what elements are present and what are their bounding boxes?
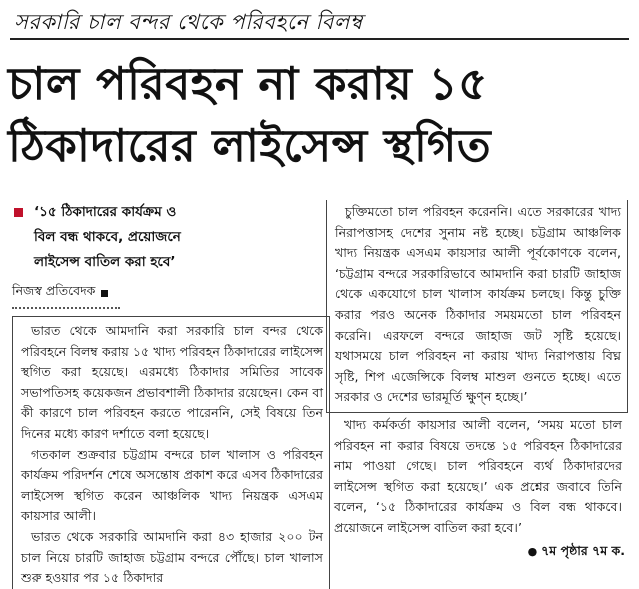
left-paragraph-3: ভারত থেকে সরকারি আমদানি করা ৪৩ হাজার ২০০ টন চাল নিয়ে চারটি জাহাজ চট্টগ্রাম বন্দরে পৌঁছে। চাল খালাস শুরু হওয়ার পর ১৫ ঠিকাদার [21, 528, 323, 586]
headline-line-1: চাল পরিবহন না করায় ১৫ [8, 57, 488, 110]
headline-line-2: ঠিকাদারের লাইসেন্স স্থগিত [8, 119, 492, 172]
pull-quote [12, 200, 318, 275]
right-paragraph-1: চুক্তিমতো চাল পরিবহন করেননি। এতে সরকারের খাদ্য নিরাপত্তাসহ দেশের সুনাম নষ্ট হচ্ছে। চট্টগ্রাম আঞ্চলিক খাদ্য নিয়ন্ত্রক এসএম কায়সার আলী পূর্বকোণকে বলেন, ‘চট্টগ্রাম বন্দরে সরকারিভাবে আমদানি করা চারটি জাহাজ থেকে একযোগে চাল খালাস কার্যক্রম চলছে। কিন্তু চুক্তি করার পরও অনেক ঠিকাদার সময়মতো চাল পরিবহন করেনি। এরফলে বন্দরে জাহাজ জট সৃষ্টি হয়েছে। যথাসময়ে চাল পরিবহন না করায় খাদ্য নিরাপত্তায় বিঘ্ন সৃষ্টি, শিপ এজেন্সিকে বিলম্ব মাশুল গুনতে হচ্ছে। এতে সরকার ও দেশের ভারমূর্তি ক্ষুণ্ন হচ্ছে।’ [335, 204, 621, 405]
byline [12, 283, 318, 303]
left-column [12, 200, 318, 309]
dotted-divider [12, 307, 120, 309]
kicker: সরকারি চাল বন্দর থেকে পরিবহনে বিলম্ব [14, 10, 363, 34]
pull-quote-line-1: ‘১৫ ঠিকাদারের কার্যক্রম ও [34, 204, 177, 220]
right-column [326, 200, 628, 539]
right-paragraph-2: খাদ্য কর্মকর্তা কায়সার আলী বলেন, ‘সময় মতো চাল পরিবহন না করার বিষয়ে তদন্তে ১৫ পরিবহন ঠিকাদারের নাম পাওয়া গেছে। চাল পরিবহনে ব্যর্থ ঠিকাদারদের লাইসেন্স স্থগিত করা হয়েছে।’ এক প্রশ্নের জবাবে তিনি বলেন, ‘১৫ ঠিকাদারের কার্যক্রম ও বিল বন্ধ থাকবে। প্রয়োজনে লাইসেন্স বাতিল করা হবে।’ [334, 416, 622, 535]
black-square-icon [101, 290, 108, 297]
right-body-plain [326, 413, 628, 539]
left-body-box [12, 316, 330, 589]
pull-quote-line-3: লাইসেন্স বাতিল করা হবে’ [34, 254, 176, 270]
left-paragraph-1: ভারত থেকে আমদানি করা সরকারি চাল বন্দর থেকে পরিবহনে বিলম্ব করায় ১৫ খাদ্য পরিবহন ঠিকাদারের লাইসেন্স স্থগিত করা হয়েছে। এরমধ্যে ঠিকাদার সমিতির সাবেক সভাপতিসহ কয়েকজন প্রভাবশালী ঠিকাদার রয়েছেন। কেন বা কী কারণে চাল পরিবহন করতে পারেননি, সেই বিষয়ে তিন দিনের মধ্যে কারণ দর্শাতে বলা হয়েছে। [21, 323, 323, 441]
pull-quote-line-2: বিল বন্ধ থাকবে, প্রয়োজনে [34, 229, 181, 245]
red-square-icon [14, 208, 23, 217]
right-body-box [326, 200, 628, 413]
headline [8, 57, 492, 184]
left-paragraph-2: গতকাল শুক্রবার চট্টগ্রাম বন্দরে চাল খালাস ও পরিবহন কার্যক্রম পরিদর্শন শেষে অসন্তোষ প্রকাশ করে এসব ঠিকাদারের লাইসেন্স স্থগিত করেন আঞ্চলিক খাদ্য নিয়ন্ত্রক এসএম কায়সার আলী। [21, 446, 323, 524]
kicker-rule [10, 38, 629, 40]
byline-text: নিজস্ব প্রতিবেদক [12, 283, 96, 298]
continued-note: ● ৭ম পৃষ্ঠার ৭ম ক. [528, 543, 625, 563]
